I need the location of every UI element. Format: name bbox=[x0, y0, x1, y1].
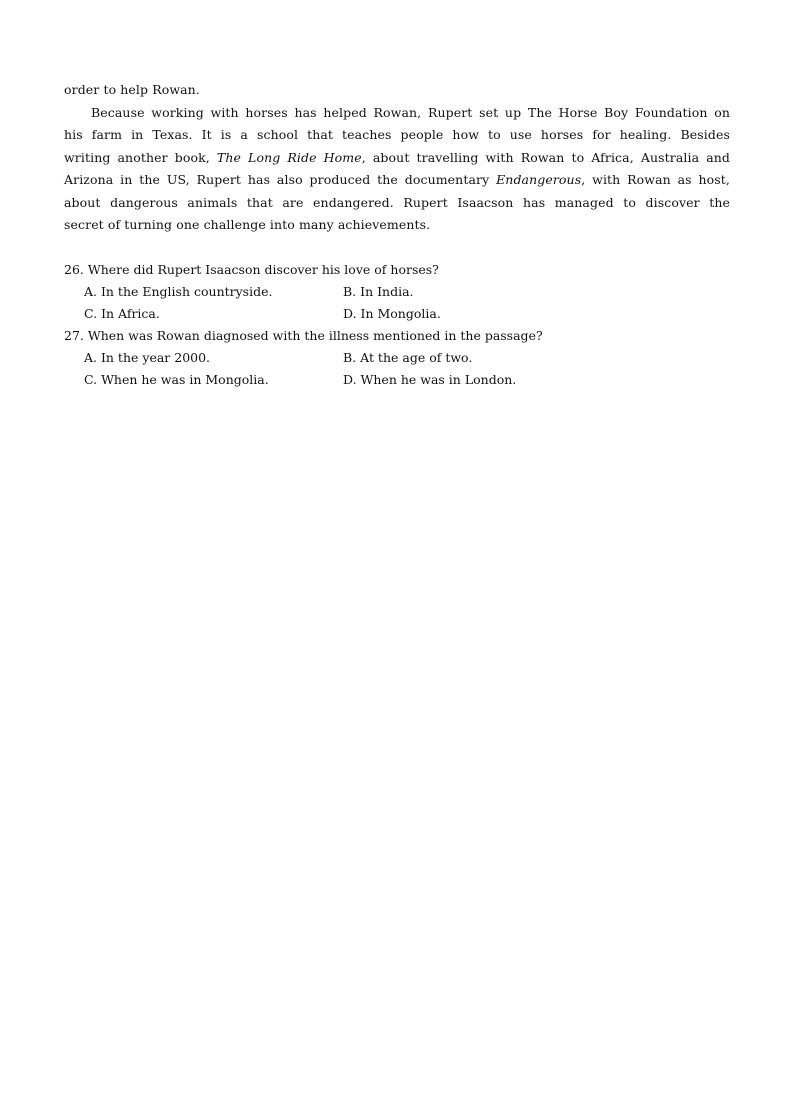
question-27-options-row-1 bbox=[64, 347, 730, 369]
line-5-before: Arizona in the US, Rupert has also produced the documentary bbox=[64, 172, 497, 187]
question-27-options-row-2 bbox=[64, 369, 730, 391]
book-title-the-long-ride-home: The Long Ride Home bbox=[216, 149, 362, 165]
question-26-option-d: D. In Mongolia. bbox=[343, 306, 441, 321]
documentary-title-endangerous: Endangerous bbox=[496, 172, 582, 187]
question-26-stem: 26. Where did Rupert Isaacson discover his love of horses? bbox=[64, 262, 439, 277]
question-26-option-a: A. In the English countryside. bbox=[84, 284, 273, 299]
question-list bbox=[64, 259, 730, 391]
question-26-options-row-2 bbox=[64, 303, 730, 325]
question-26-option-c: C. In Africa. bbox=[84, 306, 160, 321]
passage-line-4 bbox=[64, 147, 730, 170]
question-27-option-a: A. In the year 2000. bbox=[84, 350, 211, 365]
passage-line-6: about dangerous animals that are endangered. Rupert Isaacson has managed to discover the bbox=[64, 194, 730, 210]
question-27-option-c: C. When he was in Mongolia. bbox=[84, 372, 269, 387]
line-4-before: writing another book, bbox=[64, 149, 217, 165]
question-26-option-b: B. In India. bbox=[343, 284, 414, 299]
passage-line-2: Because working with horses has helped Rowan, Rupert set up The Horse Boy Foundation on bbox=[91, 104, 730, 120]
passage-line-3: his farm in Texas. It is a school that teaches people how to use horses for healing. Besides bbox=[64, 127, 730, 142]
question-27-stem: 27. When was Rowan diagnosed with the illness mentioned in the passage? bbox=[64, 328, 543, 343]
passage-line-1: order to help Rowan. bbox=[64, 82, 200, 97]
question-27-option-d: D. When he was in London. bbox=[343, 372, 517, 387]
line-4-after: , about travelling with Rowan to Africa, Australia and bbox=[361, 149, 731, 165]
line-5-after: , with Rowan as host, bbox=[581, 172, 731, 187]
passage-line-5 bbox=[64, 169, 730, 192]
passage-text bbox=[64, 79, 730, 237]
question-27-option-b: B. At the age of two. bbox=[343, 350, 473, 365]
passage-line-7: secret of turning one challenge into many achievements. bbox=[64, 217, 431, 232]
question-26-options-row-1 bbox=[64, 281, 730, 303]
